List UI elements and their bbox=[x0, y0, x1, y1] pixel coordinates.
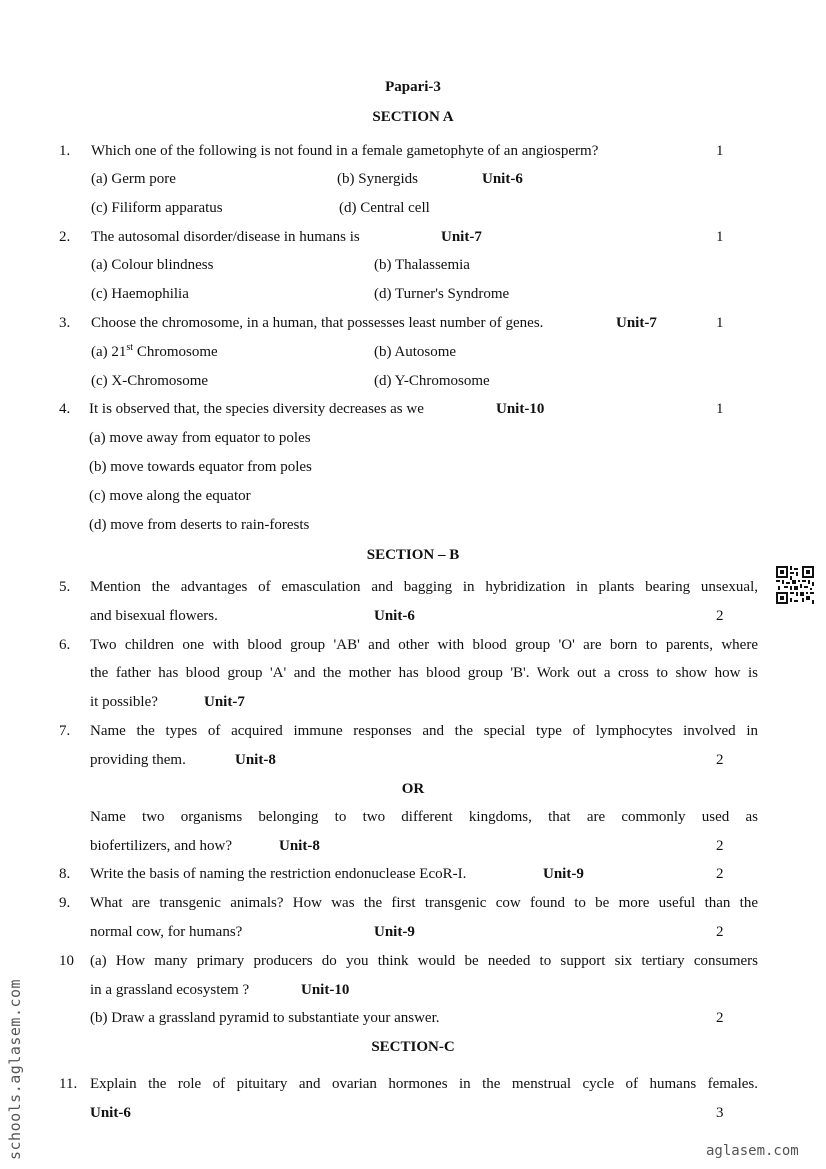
unit-label: Unit-6 bbox=[374, 608, 415, 624]
question-number: 5. bbox=[59, 579, 71, 595]
question-text-line-2: normal cow, for humans? bbox=[90, 924, 243, 940]
option-a-prefix: (a) 21 bbox=[91, 344, 127, 360]
alternative-unit-label: Unit-8 bbox=[279, 838, 320, 854]
question-text-line-1: (a) How many primary producers do you think would be needed to support six tertiary consumers bbox=[90, 953, 758, 969]
qr-code-icon bbox=[776, 566, 814, 604]
option-b: (b) move towards equator from poles bbox=[89, 459, 312, 475]
question-marks: 1 bbox=[716, 401, 724, 417]
unit-label: Unit-7 bbox=[204, 694, 245, 710]
question-text: Write the basis of naming the restriction endonuclease EcoR-I. bbox=[90, 866, 467, 882]
question-text: Choose the chromosome, in a human, that possesses least number of genes. bbox=[91, 315, 544, 331]
section-b-heading: SECTION – B bbox=[366, 547, 460, 563]
question-text: Which one of the following is not found in a female gametophyte of an angiosperm? bbox=[91, 143, 599, 159]
option-d: (d) Y-Chromosome bbox=[374, 373, 490, 389]
question-marks: 2 bbox=[716, 866, 724, 882]
option-b: (b) Autosome bbox=[374, 344, 457, 360]
option-d: (d) move from deserts to rain-forests bbox=[89, 517, 310, 533]
question-text-line-1: Mention the advantages of emasculation and bagging in hybridization in plants bearing unsexual, bbox=[90, 579, 758, 595]
question-text-line-1: Explain the role of pituitary and ovarian hormones in the menstrual cycle of humans females. bbox=[90, 1076, 758, 1092]
unit-label: Unit-7 bbox=[441, 229, 482, 245]
unit-label: Unit-10 bbox=[496, 401, 545, 417]
option-a-suffix: Chromosome bbox=[133, 344, 218, 360]
question-marks: 1 bbox=[716, 143, 724, 159]
question-marks: 2 bbox=[716, 608, 724, 624]
question-marks: 2 bbox=[716, 1010, 724, 1026]
question-number: 2. bbox=[59, 229, 71, 245]
question-text-line-2: in a grassland ecosystem ? bbox=[90, 982, 250, 998]
unit-label: Unit-7 bbox=[616, 315, 657, 331]
question-text: The autosomal disorder/disease in humans is bbox=[91, 229, 360, 245]
question-text-line-1: Name the types of acquired immune responses and the special type of lymphocytes involved in bbox=[90, 723, 758, 739]
unit-label: Unit-8 bbox=[235, 752, 276, 768]
question-marks: 3 bbox=[716, 1105, 724, 1121]
option-c: (c) Filiform apparatus bbox=[91, 200, 223, 216]
question-text-line-3: (b) Draw a grassland pyramid to substantiate your answer. bbox=[90, 1010, 440, 1026]
bottom-watermark: aglasem.com bbox=[706, 1143, 799, 1159]
question-text-line-2: and bisexual flowers. bbox=[90, 608, 218, 624]
question-marks: 1 bbox=[716, 315, 724, 331]
question-number: 3. bbox=[59, 315, 71, 331]
question-marks: 2 bbox=[716, 924, 724, 940]
unit-label: Unit-6 bbox=[482, 171, 523, 187]
unit-label: Unit-6 bbox=[90, 1105, 131, 1121]
alternative-text-line-2: biofertilizers, and how? bbox=[90, 838, 233, 854]
question-marks: 2 bbox=[716, 752, 724, 768]
alternative-marks: 2 bbox=[716, 838, 724, 854]
option-c: (c) X-Chromosome bbox=[91, 373, 209, 389]
option-d: (d) Turner's Syndrome bbox=[374, 286, 510, 302]
unit-label: Unit-10 bbox=[301, 982, 350, 998]
question-number: 11. bbox=[59, 1076, 78, 1092]
question-text: It is observed that, the species diversity decreases as we bbox=[89, 401, 424, 417]
question-text-line-1: Two children one with blood group 'AB' and other with blood group 'O' are born to parents, where bbox=[90, 637, 758, 653]
paper-title: Papari-3 bbox=[385, 79, 441, 95]
option-c: (c) move along the equator bbox=[89, 488, 251, 504]
question-number: 4. bbox=[59, 401, 71, 417]
option-a bbox=[91, 342, 218, 362]
question-marks: 1 bbox=[716, 229, 724, 245]
question-text-line-3: it possible? bbox=[90, 694, 158, 710]
alternative-text-line-1: Name two organisms belonging to two different kingdoms, that are commonly used as bbox=[90, 809, 758, 825]
section-a-heading: SECTION A bbox=[372, 109, 454, 125]
unit-label: Unit-9 bbox=[374, 924, 415, 940]
option-a: (a) move away from equator to poles bbox=[89, 430, 311, 446]
side-watermark: schools.aglasem.com bbox=[6, 978, 24, 1160]
option-b: (b) Thalassemia bbox=[374, 257, 470, 273]
question-text-line-2: the father has blood group 'A' and the mother has blood group 'B'. Work out a cross to show how is bbox=[90, 665, 758, 681]
option-a: (a) Colour blindness bbox=[91, 257, 214, 273]
question-number: 7. bbox=[59, 723, 71, 739]
option-c: (c) Haemophilia bbox=[91, 286, 189, 302]
or-separator: OR bbox=[401, 781, 425, 797]
question-number: 8. bbox=[59, 866, 71, 882]
question-number: 1. bbox=[59, 143, 71, 159]
question-text-line-1: What are transgenic animals? How was the first transgenic cow found to be more useful than the bbox=[90, 895, 758, 911]
question-number: 6. bbox=[59, 637, 71, 653]
option-d: (d) Central cell bbox=[339, 200, 430, 216]
section-c-heading: SECTION-C bbox=[371, 1039, 455, 1055]
question-number: 10 bbox=[59, 953, 74, 969]
question-text-line-2: providing them. bbox=[90, 752, 186, 768]
option-b: (b) Synergids bbox=[337, 171, 418, 187]
option-a-superscript: st bbox=[126, 342, 134, 353]
option-a: (a) Germ pore bbox=[91, 171, 176, 187]
question-number: 9. bbox=[59, 895, 71, 911]
unit-label: Unit-9 bbox=[543, 866, 584, 882]
